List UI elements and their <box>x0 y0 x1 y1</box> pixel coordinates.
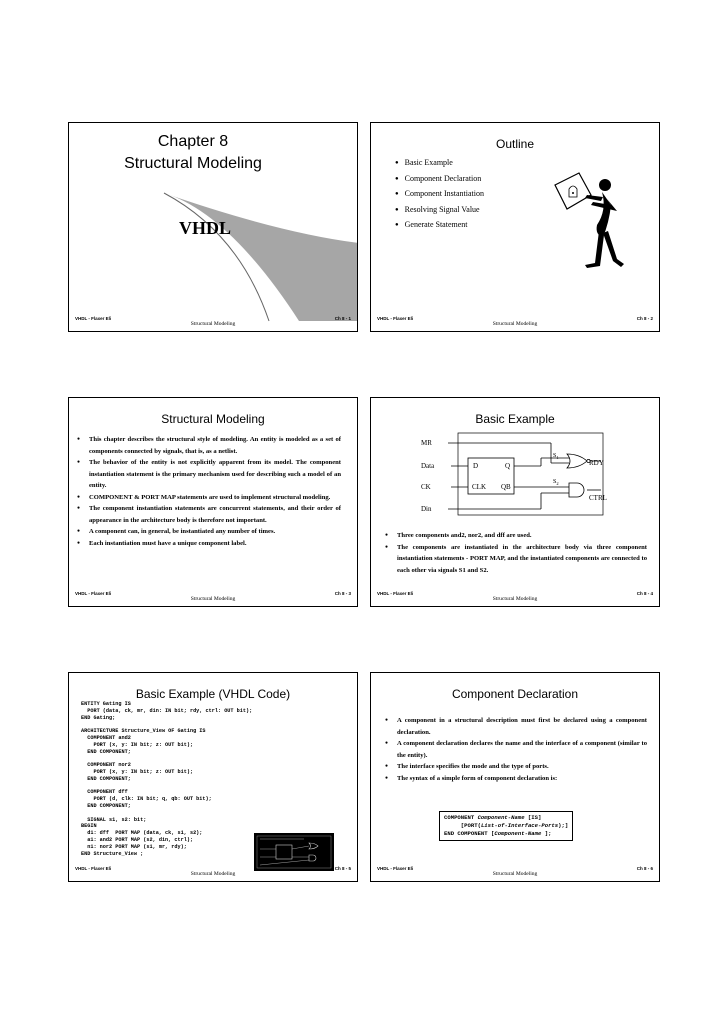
circuit-diagram <box>421 428 611 520</box>
label-clk: CLK <box>472 483 486 491</box>
and-gate <box>569 483 584 497</box>
label-data: Data <box>421 462 435 470</box>
list-item: ● Component Instantiation <box>395 187 484 203</box>
chapter-number: Chapter 8 <box>157 133 229 150</box>
outline-list <box>395 156 484 234</box>
footer-author: VHDL - Flaxer Eli <box>75 591 112 596</box>
slide-title: Structural Modeling <box>161 412 265 426</box>
chapter-title <box>69 131 317 175</box>
stick-figure-illustration <box>547 165 637 275</box>
footer-topic: Structural Modeling <box>492 871 538 877</box>
footer-topic: Structural Modeling <box>492 321 538 327</box>
vhdl-code-block: ENTITY Gating IS PORT (data, ck, mr, din: IN bit; rdy, ctrl: OUT bit); END Gating; ARCHITECTURE Structure_View OF Gating IS COMPONENT and2 PORT (x, y: IN bit; z: OUT bit); END COMPONENT; COMPONENT nor2 PORT (x, y: IN bit; z: OUT bit); END COMPONENT; COMPONENT dff PORT (d, clk: IN bit; q, qb: OUT bit); END COMPONENT; SIGNAL s1, s2: bit; BEGIN d1: dff PORT MAP (data, ck, s1, s2); a1: and2 PORT MAP (s2, din, ctrl); n1: nor2 PORT MAP (s1, mr, rdy); END Structure_View ; <box>81 701 253 857</box>
footer-page: Ch 8 - 6 <box>636 866 653 871</box>
thumbnail-diagram <box>254 833 334 871</box>
list-item: ● A component can, in general, be instantiated any number of times. <box>77 526 341 538</box>
label-din: Din <box>421 505 432 513</box>
footer-topic: Structural Modeling <box>492 596 538 602</box>
slide-3 <box>68 397 358 607</box>
slide-title: Outline <box>495 137 535 151</box>
syntax-keyword: END COMPONENT [ <box>444 830 495 837</box>
label-ctrl: CTRL <box>589 494 607 502</box>
list-item: ● A component declaration declares the name and the interface of a component (similar to the entity). <box>385 738 647 761</box>
slide-title: Component Declaration <box>451 687 579 701</box>
list-item: ● Resolving Signal Value <box>395 203 484 219</box>
footer-page: Ch 8 - 1 <box>334 316 351 321</box>
syntax-box <box>439 811 573 841</box>
slide-1 <box>68 122 358 332</box>
list-item: ● Three components and2, nor2, and dff are used. <box>385 530 647 542</box>
list-item: ● Each instantiation must have a unique component label. <box>77 538 341 550</box>
syntax-text: [PORT( <box>460 822 481 829</box>
footer-author: VHDL - Flaxer Eli <box>75 866 112 871</box>
list-item: ● The interface specifies the mode and the type of ports. <box>385 761 647 773</box>
list-item: ● This chapter describes the structural style of modeling. An entity is modeled as a set of components connected by signals, that is, as a netlist. <box>77 434 341 457</box>
footer-topic: Structural Modeling <box>190 321 236 327</box>
label-q: Q <box>505 462 511 470</box>
syntax-placeholder: List-of-Interface-Ports <box>480 822 559 829</box>
list-item: ● The behavior of the entity is not explicitly apparent from its model. The component instantiation statement is the primary mechanism used for describing such a model of an entity. <box>77 457 341 492</box>
label-qb: QB <box>501 483 511 491</box>
nor-gate <box>567 454 587 468</box>
label-rdy: RDY <box>589 459 604 467</box>
slide-6 <box>370 672 660 882</box>
footer-author: VHDL - Flaxer Eli <box>377 316 414 321</box>
list-item: ● The syntax of a simple form of component declaration is: <box>385 773 647 785</box>
footer-page: Ch 8 - 4 <box>636 591 653 596</box>
vhdl-label: VHDL <box>179 218 232 238</box>
slide-title: Basic Example (VHDL Code) <box>135 687 291 701</box>
circuit-thumbnail <box>254 833 334 871</box>
list-item: ● A component in a structural description must first be declared using a component declaration. <box>385 715 647 738</box>
footer-author: VHDL - Flaxer Eli <box>377 866 414 871</box>
footer-author: VHDL - Flaxer Eli <box>377 591 414 596</box>
syntax-text: ]; <box>541 830 552 837</box>
list-item: ● The component instantiation statements are concurrent statements, and their order of appearance in the architecture body is therefore not important. <box>77 503 341 526</box>
list-item: ● Generate Statement <box>395 218 484 234</box>
list-item: ● COMPONENT & PORT MAP statements are used to implement structural modeling. <box>77 492 341 504</box>
footer-page: Ch 8 - 5 <box>334 866 351 871</box>
syntax-text: [IS] <box>524 814 542 821</box>
list-item: ● Basic Example <box>395 156 484 172</box>
label-d: D <box>473 462 479 470</box>
syntax-text: );] <box>558 822 569 829</box>
footer-topic: Structural Modeling <box>190 596 236 602</box>
syntax-placeholder: Component-Name <box>477 814 525 821</box>
slide-title: Basic Example <box>475 412 555 426</box>
slide-5 <box>68 672 358 882</box>
chapter-name: Structural Modeling <box>124 155 262 172</box>
list-item: ● Component Declaration <box>395 172 484 188</box>
slide-4 <box>370 397 660 607</box>
syntax-placeholder: Component-Name <box>494 830 542 837</box>
footer-page: Ch 8 - 3 <box>334 591 351 596</box>
footer-page: Ch 8 - 2 <box>636 316 653 321</box>
bullet-list <box>77 434 341 549</box>
label-mr: MR <box>421 439 432 447</box>
label-ck: CK <box>421 483 431 491</box>
syntax-keyword: COMPONENT <box>444 814 478 821</box>
bullet-list <box>385 715 647 784</box>
bullet-list <box>385 530 647 576</box>
label-s1: $S_1$ <box>553 453 559 460</box>
list-item: ● The components are instantiated in the architecture body via three component instantiation statements - PORT MAP, and the instantiated components are connected to each other via signals S1 and S2. <box>385 542 647 577</box>
footer-topic: Structural Modeling <box>190 871 236 877</box>
label-s2: $S_2$ <box>553 479 559 486</box>
footer-author: VHDL - Flaxer Eli <box>75 316 112 321</box>
slide-2 <box>370 122 660 332</box>
